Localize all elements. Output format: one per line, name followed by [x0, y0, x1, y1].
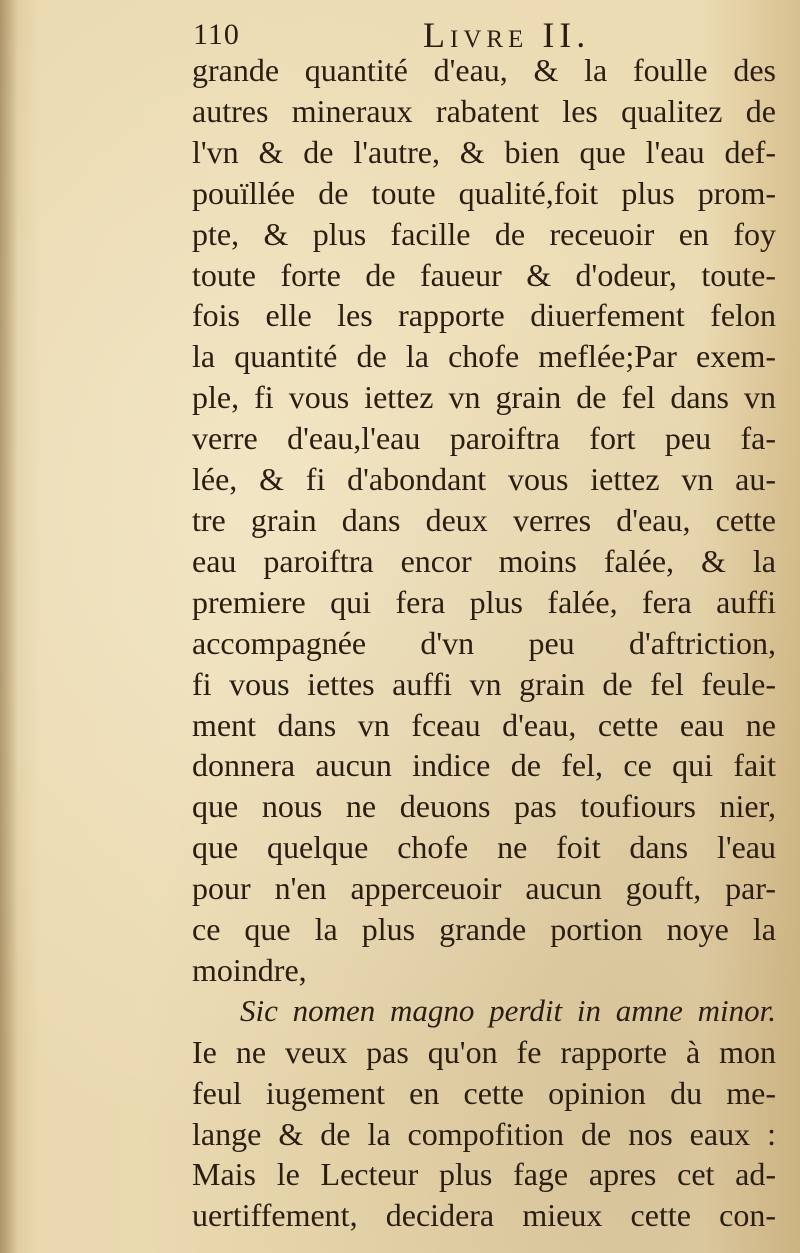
text-line: accompagnée d'vn peu d'aftriction, — [192, 624, 776, 661]
text-line: que quelque chofe ne foit dans l'eau — [192, 829, 776, 866]
text-line: lange & de la compofition de nos eaux : — [192, 1115, 776, 1152]
running-head: Livre II. — [423, 15, 591, 55]
text-line: uertiffement, decidera mieux cette con- — [192, 1197, 776, 1234]
text-line: ple, fi vous iettez vn grain de fel dans vn — [192, 379, 776, 416]
text-line: premiere qui fera plus falée, fera auffi — [192, 583, 776, 620]
page-header — [193, 14, 783, 54]
text-line: Ie ne veux pas qu'on fe rapporte à mon — [192, 1033, 776, 1070]
text-line: verre d'eau,l'eau paroiftra fort peu fa- — [192, 420, 776, 457]
text-line: pte, & plus facille de receuoir en foy — [192, 215, 776, 252]
text-line: lée, & fi d'abondant vous iettez vn au- — [192, 461, 776, 498]
text-line: tre grain dans deux verres d'eau, cette — [192, 501, 776, 538]
gutter-shadow — [0, 0, 18, 1253]
text-line: que nous ne deuons pas toufiours nier, — [192, 788, 776, 825]
text-line: l'vn & de l'autre, & bien que l'eau def- — [192, 133, 776, 170]
text-line: Mais le Lecteur plus fage apres cet ad- — [192, 1156, 776, 1193]
text-line: toute forte de faueur & d'odeur, toute- — [192, 256, 776, 293]
text-line: eau paroiftra encor moins falée, & la — [192, 542, 776, 579]
body-text — [192, 50, 776, 1236]
text-line: donnera aucun indice de fel, ce qui fait — [192, 747, 776, 784]
text-line: pouïllée de toute qualité,foit plus prom- — [192, 174, 776, 211]
text-line: grande quantité d'eau, & la foulle des — [192, 52, 776, 88]
text-line: moindre, — [192, 951, 307, 988]
text-line: autres mineraux rabatent les qualitez de — [192, 92, 776, 129]
text-line: fois elle les rapporte diuerfement felon — [192, 297, 776, 334]
text-line: la quantité de la chofe meflée;Par exem- — [192, 338, 776, 375]
text-line: fi vous iettes auffi vn grain de fel feule- — [192, 665, 776, 702]
text-line: ment dans vn fceau d'eau, cette eau ne — [192, 706, 776, 743]
latin-verse: Sic nomen magno perdit in amne minor. — [240, 992, 776, 1028]
text-line: ce que la plus grande portion noye la — [192, 911, 776, 948]
text-line: pour n'en apperceuoir aucun gouft, par- — [192, 870, 776, 907]
text-line: feul iugement en cette opinion du me- — [192, 1074, 776, 1111]
page-number: 110 — [193, 18, 240, 51]
